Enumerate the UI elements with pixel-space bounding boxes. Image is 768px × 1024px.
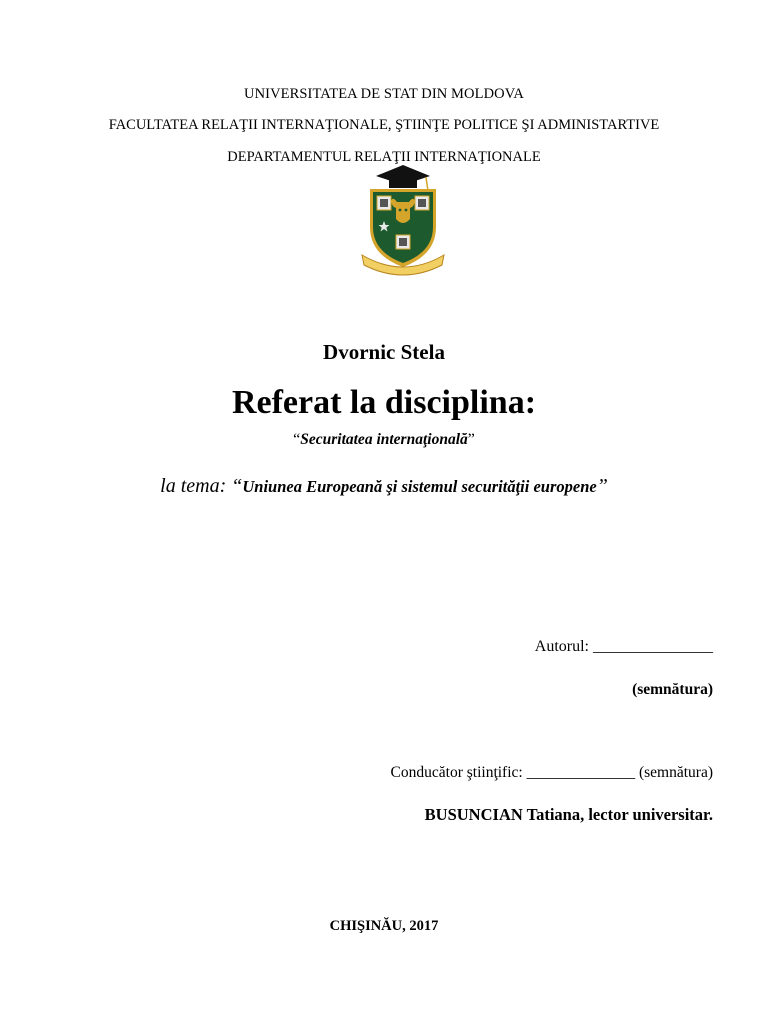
supervisor-label: Conducător ştiinţific: xyxy=(390,764,523,781)
supervisor-name: BUSUNCIAN Tatiana, lector universitar. xyxy=(424,805,713,824)
close-quote: ” xyxy=(467,431,475,448)
author-blank: _______________ xyxy=(593,638,713,655)
discipline-line xyxy=(0,431,768,449)
supervisor-blank: ______________ xyxy=(526,764,636,781)
open-quote: “ xyxy=(293,431,301,448)
faculty-name: FACULTATEA RELAŢII INTERNAŢIONALE, ŞTIINŢE POLITICE ŞI ADMINISTARTIVE xyxy=(108,117,660,133)
discipline-name: Securitatea internaţională xyxy=(300,431,468,448)
university-name: UNIVERSITATEA DE STAT DIN MOLDOVA xyxy=(244,86,524,102)
supervisor-signature-line xyxy=(391,764,713,782)
university-crest-icon xyxy=(356,163,450,279)
department-name: DEPARTAMENTUL RELAŢII INTERNAŢIONALE xyxy=(227,149,541,165)
topic-prefix: la tema: “ xyxy=(160,475,243,497)
author-signature-caption: (semnătura) xyxy=(632,681,713,698)
author-label: Autorul: xyxy=(534,638,589,655)
topic-line xyxy=(0,475,768,498)
supervisor-signature-caption: (semnătura) xyxy=(638,764,713,781)
author-name: Dvornic Stela xyxy=(323,340,445,364)
topic-suffix: ” xyxy=(596,475,608,497)
city-year: CHIŞINĂU, 2017 xyxy=(329,918,439,934)
author-signature-line xyxy=(535,638,713,656)
topic-name: Uniunea Europeană şi sistemul securităţii europene xyxy=(242,477,597,496)
document-title: Referat la disciplina: xyxy=(231,384,537,421)
